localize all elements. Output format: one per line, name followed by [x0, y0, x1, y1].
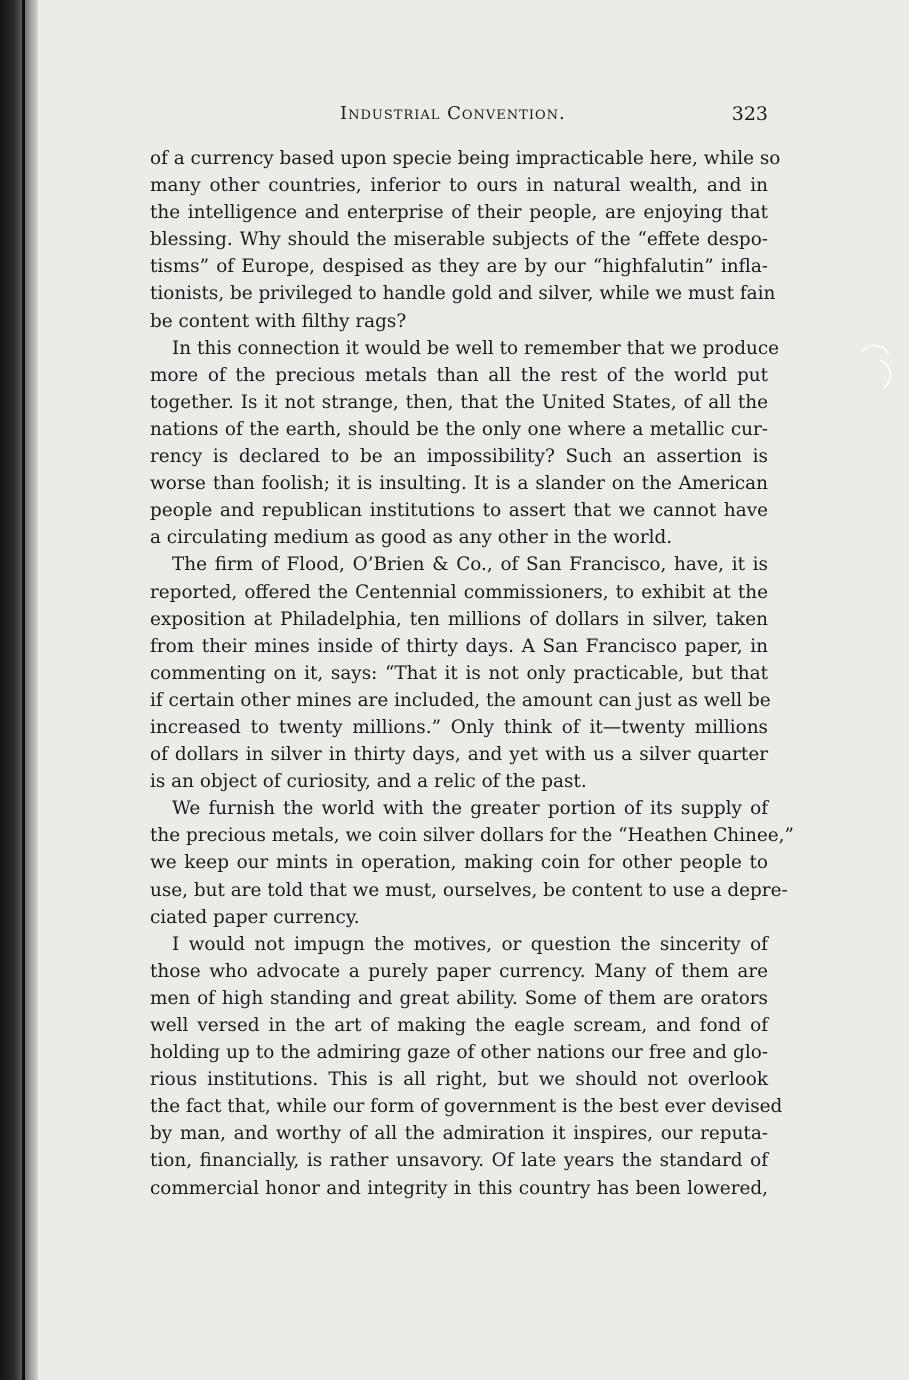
text-line: by man, and worthy of all the admiration it inspires, our reputa- [150, 1123, 768, 1145]
text-line: is an object of curiosity, and a relic of the past. [150, 771, 587, 793]
text-line: together. Is it not strange, then, that the United States, of all the [150, 391, 768, 413]
text-line: rency is declared to be an impossibility? Such an assertion is [150, 446, 768, 468]
text-line: tisms” of Europe, despised as they are by our “highfalutin” infla- [150, 256, 768, 278]
text-line: many other countries, inferior to ours in natural wealth, and in [150, 175, 768, 197]
page-header [150, 103, 768, 129]
text-line: nations of the earth, should be the only one where a metallic cur- [150, 418, 768, 440]
text-line: of dollars in silver in thirty days, and yet with us a silver quarter [150, 744, 768, 766]
text-line: of a currency based upon specie being impracticable here, while so [150, 148, 781, 169]
text-line: we keep our mints in operation, making coin for other people to [150, 852, 768, 874]
body-text [150, 145, 794, 1202]
text-line: ciated paper currency. [150, 906, 360, 928]
text-line: be content with filthy rags? [150, 310, 407, 332]
text-line: well versed in the art of making the eagle scream, and fond of [150, 1015, 768, 1036]
text-line: The firm of Flood, O’Brien & Co., of San Francisco, have, it is [172, 554, 768, 576]
text-line: the fact that, while our form of government is the best ever devised [150, 1096, 783, 1118]
binding-shadow-line [22, 0, 25, 1380]
text-line: use, but are told that we must, ourselves, be content to use a depre- [150, 879, 788, 901]
text-line: worse than foolish; it is insulting. It is a slander on the American [150, 473, 768, 495]
text-line: men of high standing and great ability. Some of them are orators [150, 987, 768, 1009]
page-number: 323 [731, 103, 768, 125]
running-head: Industrial Convention. [340, 103, 566, 124]
text-line: reported, offered the Centennial commissioners, to exhibit at the [150, 581, 768, 603]
text-line: from their mines inside of thirty days. A San Francisco paper, in [150, 635, 768, 657]
text-line: holding up to the admiring gaze of other nations our free and glo- [150, 1042, 768, 1064]
text-line: the intelligence and enterprise of their people, are enjoying that [150, 202, 768, 224]
text-line: tion, financially, is rather unsavory. Of late years the standard of [150, 1150, 768, 1172]
text-line: if certain other mines are included, the amount can just as well be [150, 689, 771, 711]
text-line: a circulating medium as good as any other in the world. [150, 527, 673, 549]
text-line: commenting on it, says: “That it is not only practicable, but that [150, 662, 768, 684]
text-line: commercial honor and integrity in this country has been lowered, [150, 1177, 768, 1199]
text-line: I would not impugn the motives, or question the sincerity of [172, 933, 768, 955]
binding-edge [0, 0, 38, 1380]
text-line: blessing. Why should the miserable subjects of the “effete despo- [150, 229, 768, 251]
text-line: tionists, be privileged to handle gold and silver, while we must fain [150, 283, 776, 305]
text-line: rious institutions. This is all right, but we should not overlook [150, 1069, 768, 1091]
text-line: increased to twenty millions.” Only think of it—twenty millions [150, 716, 768, 738]
text-line: exposition at Philadelphia, ten millions of dollars in silver, taken [150, 608, 768, 630]
text-line: the precious metals, we coin silver dollars for the “Heathen Chinee,” [150, 825, 794, 847]
margin-pencil-mark [858, 338, 898, 398]
text-line: more of the precious metals than all the rest of the world put [150, 364, 768, 386]
text-line: We furnish the world with the greater portion of its supply of [172, 798, 768, 820]
text-line: people and republican institutions to assert that we cannot have [150, 500, 768, 522]
text-line: those who advocate a purely paper currency. Many of them are [150, 960, 768, 982]
text-line: In this connection it would be well to remember that we produce [172, 337, 780, 359]
